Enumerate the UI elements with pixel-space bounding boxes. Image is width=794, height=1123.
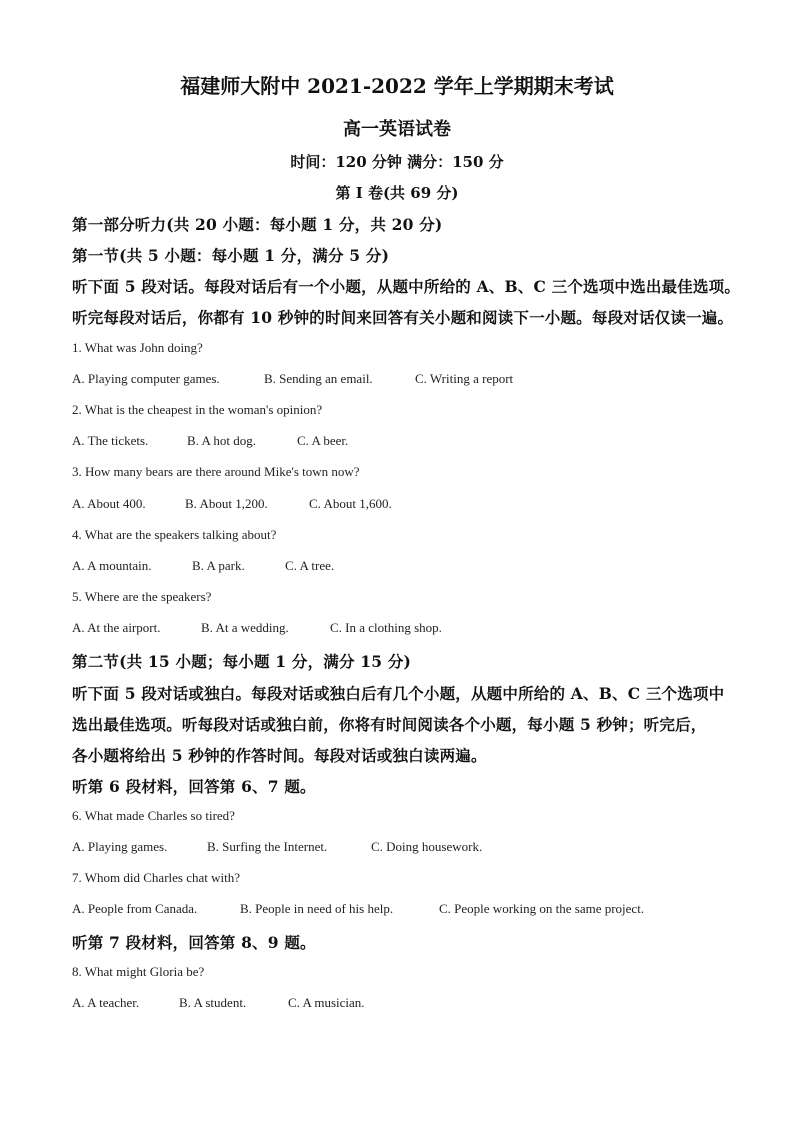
option-c: C. A beer. <box>297 433 349 448</box>
option-b: B. A park. <box>192 558 245 573</box>
section2-heading: 第二节(共 15 小题；每小题 1 分，满分 15 分) <box>72 652 412 671</box>
question-4-stem: 4. What are the speakers talking about? <box>72 527 277 542</box>
option-a: A. The tickets. <box>72 433 149 448</box>
exam-title: 福建师大附中 2021-2022 学年上学期期末考试 <box>180 74 614 98</box>
section2-instruction-line3: 各小题将给出 5 秒钟的作答时间。每段对话或独白读两遍。 <box>72 746 487 765</box>
question-6-options <box>72 839 482 855</box>
question-8-options <box>72 995 365 1011</box>
question-7-options <box>72 901 644 917</box>
question-1-options <box>72 371 513 387</box>
option-b: B. A hot dog. <box>187 433 256 448</box>
option-c: C. In a clothing shop. <box>330 620 442 635</box>
section2-instruction-line1: 听下面 5 段对话或独白。每段对话或独白后有几个小题，从题中所给的 A、B、C 三个选项中 <box>72 684 725 703</box>
exam-subtitle: 高一英语试卷 <box>343 119 451 140</box>
option-c: C. A tree. <box>285 558 335 573</box>
option-a: A. Playing games. <box>72 839 168 854</box>
question-1-stem: 1. What was John doing? <box>72 340 203 355</box>
option-b: B. People in need of his help. <box>240 901 394 916</box>
material-6-heading: 听第 6 段材料，回答第 6、7 题。 <box>72 777 316 796</box>
question-5-options <box>72 620 442 636</box>
option-c: C. Writing a report <box>415 371 514 386</box>
option-a: A. Playing computer games. <box>72 371 220 386</box>
option-b: B. A student. <box>179 995 247 1010</box>
option-c: C. People working on the same project. <box>439 901 645 916</box>
option-c: C. Doing housework. <box>371 839 483 854</box>
section1-heading: 第一节(共 5 小题：每小题 1 分，满分 5 分) <box>72 246 390 265</box>
question-5-stem: 5. Where are the speakers? <box>72 589 212 604</box>
option-b: B. About 1,200. <box>185 496 268 511</box>
option-c: C. About 1,600. <box>309 496 392 511</box>
exam-time-score: 时间：120 分钟 满分：150 分 <box>290 153 504 171</box>
question-2-stem: 2. What is the cheapest in the woman's opinion? <box>72 402 323 417</box>
option-a: A. A teacher. <box>72 995 140 1010</box>
option-a: A. At the airport. <box>72 620 161 635</box>
section1-instruction-line1: 听下面 5 段对话。每段对话后有一个小题，从题中所给的 A、B、C 三个选项中选出最佳选项。 <box>72 277 741 296</box>
section2-instruction-line2: 选出最佳选项。听每段对话或独白前，你将有时间阅读各个小题，每小题 5 秒钟；听完后， <box>72 715 707 734</box>
question-4-options <box>72 558 334 574</box>
question-8-stem: 8. What might Gloria be? <box>72 964 205 979</box>
option-a: A. About 400. <box>72 496 146 511</box>
part1-heading: 第一部分听力(共 20 小题：每小题 1 分，共 20 分) <box>72 215 443 234</box>
option-b: B. At a wedding. <box>201 620 289 635</box>
section1-instruction-line2: 听完每段对话后，你都有 10 秒钟的时间来回答有关小题和阅读下一小题。每段对话仅读一遍。 <box>72 308 734 327</box>
option-b: B. Sending an email. <box>264 371 373 386</box>
question-3-options <box>72 496 392 512</box>
question-7-stem: 7. Whom did Charles chat with? <box>72 870 241 885</box>
option-c: C. A musician. <box>288 995 365 1010</box>
volume-heading: 第 I 卷(共 69 分) <box>335 184 459 202</box>
question-2-options <box>72 433 348 449</box>
option-b: B. Surfing the Internet. <box>207 839 328 854</box>
material-7-heading: 听第 7 段材料，回答第 8、9 题。 <box>72 933 316 952</box>
question-6-stem: 6. What made Charles so tired? <box>72 808 235 823</box>
option-a: A. A mountain. <box>72 558 152 573</box>
option-a: A. People from Canada. <box>72 901 198 916</box>
question-3-stem: 3. How many bears are there around Mike's town now? <box>72 464 360 479</box>
